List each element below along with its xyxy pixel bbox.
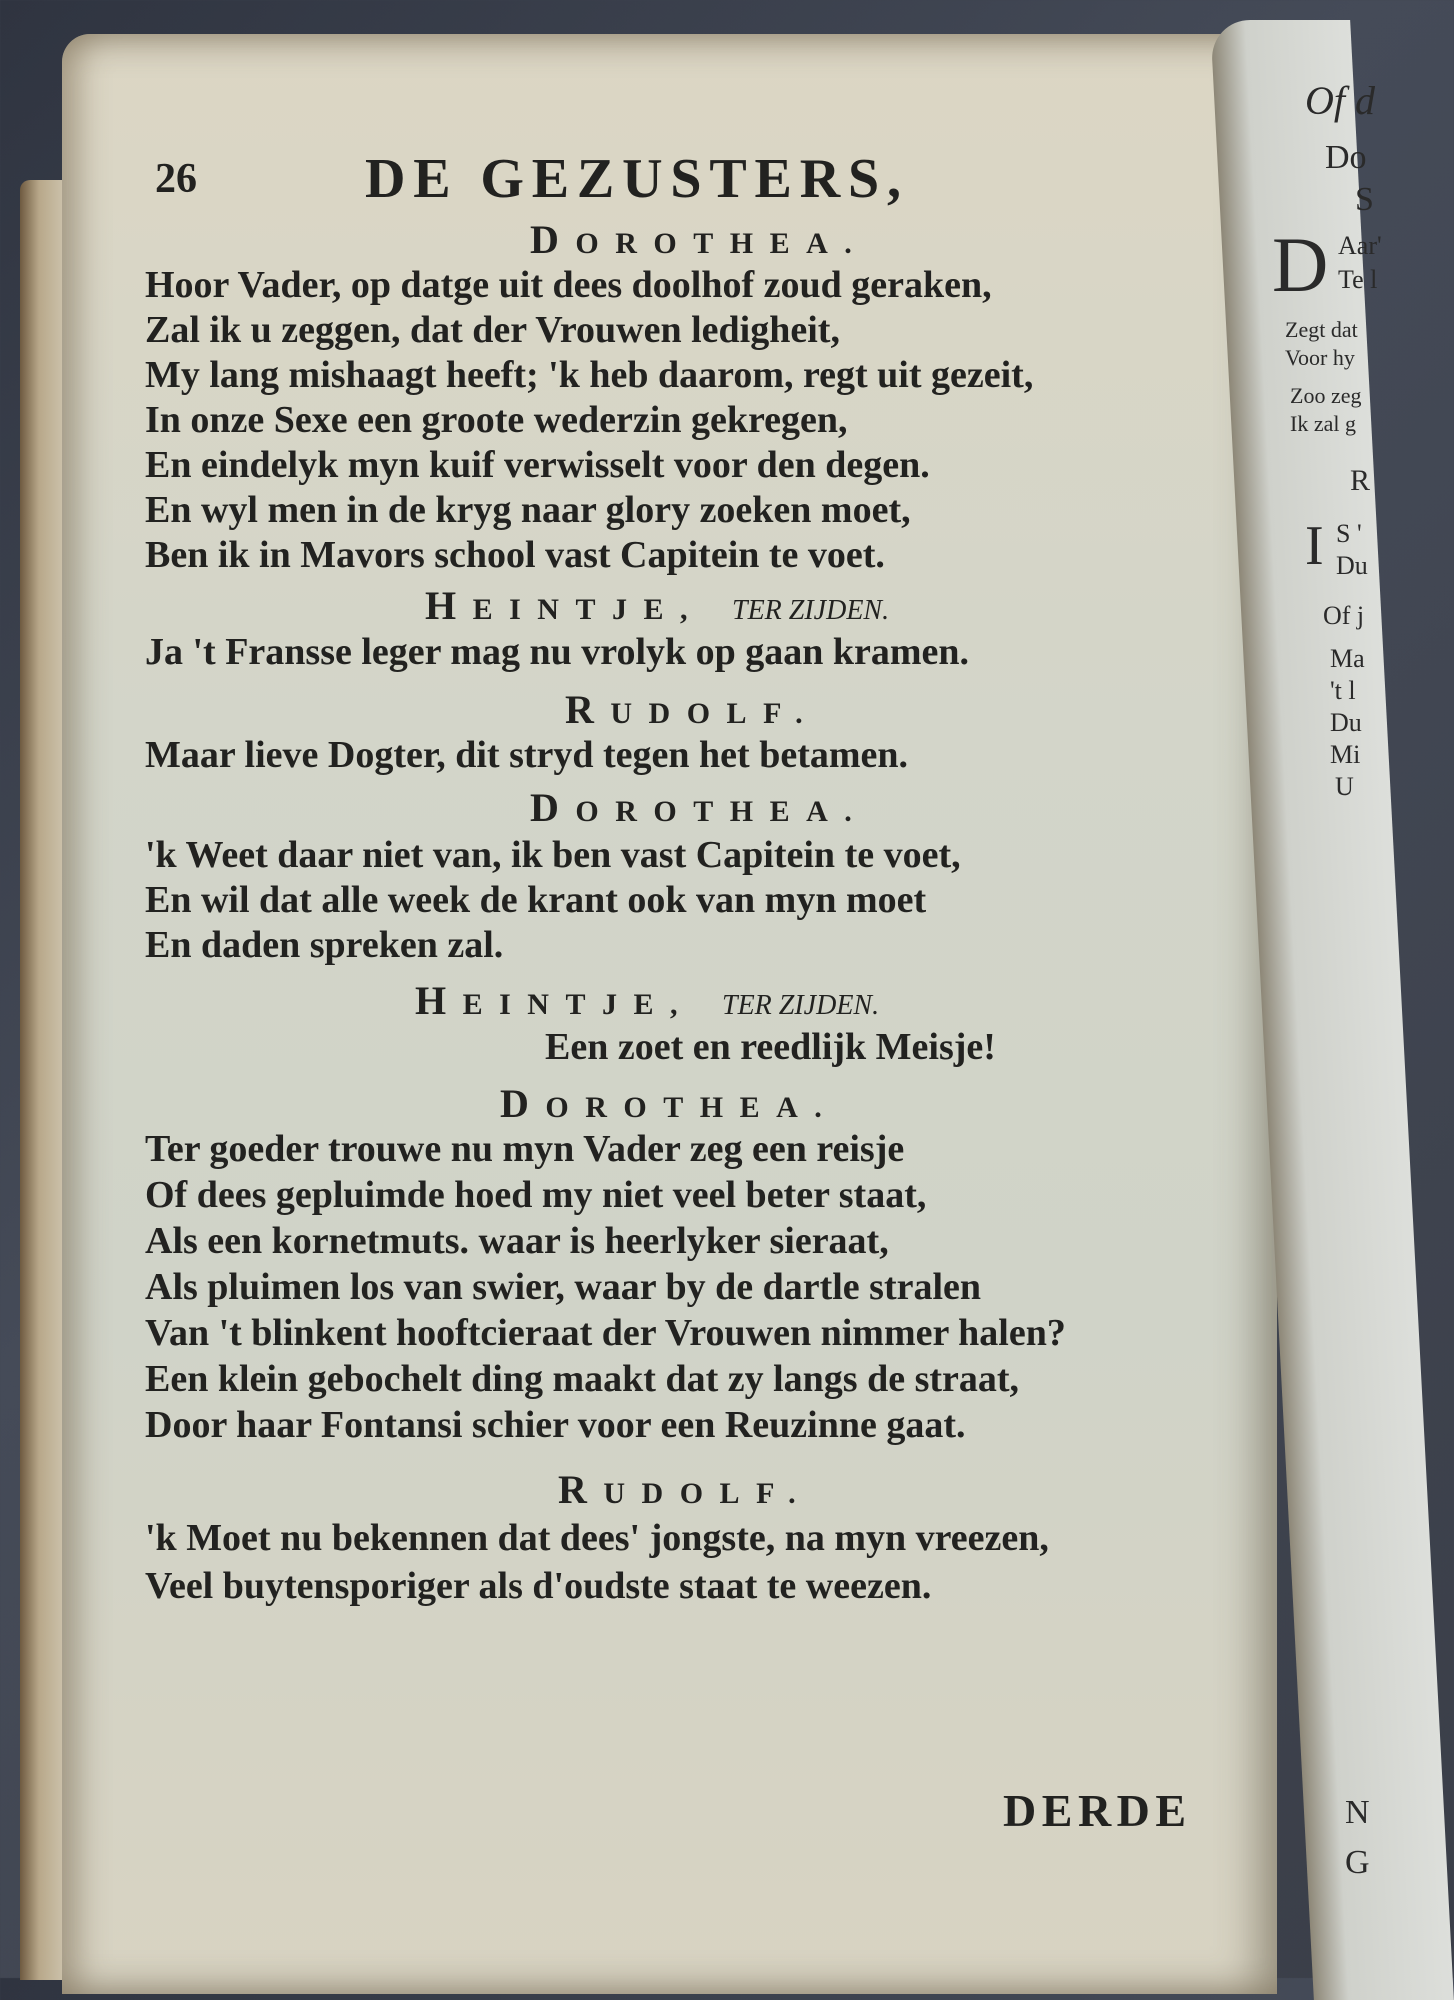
facing-fragment: Ma — [1330, 644, 1365, 673]
facing-fragment: Zoo zeg — [1290, 383, 1362, 408]
verse-line: 'k Weet daar niet van, ik ben vast Capitein te voet, — [145, 834, 961, 876]
verse-line: Veel buytensporiger als d'oudste staat te weezen. — [145, 1565, 932, 1607]
verse-line: En wyl men in de kryg naar glory zoeken moet, — [145, 489, 911, 531]
verse-line: Als een kornetmuts. waar is heerlyker sieraat, — [145, 1220, 889, 1262]
page-edge — [20, 180, 68, 1980]
verse-line: Hoor Vader, op datge uit dees doolhof zoud geraken, — [145, 264, 992, 306]
facing-fragment: Mi — [1330, 740, 1361, 769]
speaker-label: HEINTJE, — [415, 978, 694, 1023]
speaker-name — [415, 978, 880, 1026]
stage-direction: TER ZIJDEN. — [722, 990, 880, 1021]
verse-line: My lang mishaagt heeft; 'k heb daarom, regt uit gezeit, — [145, 354, 1034, 396]
verse-line: Een klein gebochelt ding maakt dat zy langs de straat, — [145, 1358, 1020, 1400]
facing-fragment: D — [1272, 221, 1329, 308]
facing-fragment: Of j — [1323, 601, 1365, 630]
verse-line: Ter goeder trouwe nu myn Vader zeg een reisje — [145, 1128, 905, 1170]
verse-line: En daden spreken zal. — [145, 924, 504, 966]
catchword: DERDE — [1003, 1785, 1192, 1836]
facing-fragment: R — [1350, 464, 1371, 497]
verse-line: Van 't blinkent hooftcieraat der Vrouwen nimmer halen? — [145, 1312, 1066, 1354]
speaker-name: RUDOLF. — [565, 687, 820, 732]
speaker-name: RUDOLF. — [558, 1467, 813, 1512]
speaker-label: HEINTJE, — [425, 583, 704, 628]
verse-line: Zal ik u zeggen, dat der Vrouwen ledigheit, — [145, 309, 840, 351]
facing-fragment: Du — [1336, 551, 1368, 580]
verse-line: Als pluimen los van swier, waar by de dartle stralen — [145, 1266, 982, 1308]
page-number: 26 — [155, 156, 197, 202]
facing-fragment: Zegt dat — [1285, 317, 1358, 342]
speaker-name: DOROTHEA. — [530, 217, 869, 262]
facing-fragment: Te l — [1338, 265, 1378, 294]
verse-line: Door haar Fontansi schier voor een Reuzinne gaat. — [145, 1404, 966, 1446]
verse-line: Maar lieve Dogter, dit stryd tegen het betamen. — [145, 734, 909, 776]
verse-line: Een zoet en reedlijk Meisje! — [545, 1026, 996, 1068]
verse-line: Of dees gepluimde hoed my niet veel beter staat, — [145, 1174, 927, 1216]
verse-line: In onze Sexe een groote wederzin gekregen, — [145, 399, 848, 441]
facing-fragment: 't l — [1330, 676, 1356, 705]
facing-fragment: U — [1335, 772, 1354, 801]
facing-fragment: Of d — [1305, 78, 1375, 123]
stage-direction: TER ZIJDEN. — [732, 595, 890, 626]
speaker-name: DOROTHEA. — [500, 1081, 839, 1126]
speaker-name: DOROTHEA. — [530, 785, 869, 830]
facing-fragment: I — [1305, 515, 1324, 577]
facing-fragment: G — [1345, 1844, 1370, 1881]
running-title: DE GEZUSTERS, — [365, 148, 909, 210]
facing-fragment: S ' — [1336, 519, 1362, 548]
facing-fragment: Du — [1330, 708, 1362, 737]
facing-fragment: Aar' — [1338, 231, 1382, 260]
facing-fragment: Ik zal g — [1290, 411, 1356, 436]
facing-fragment: N — [1345, 1794, 1370, 1831]
facing-fragment: Voor hy — [1285, 345, 1355, 370]
facing-fragment: S — [1355, 181, 1374, 218]
verse-line: Ben ik in Mavors school vast Capitein te voet. — [145, 534, 885, 576]
verse-line: En wil dat alle week de krant ook van myn moet — [145, 879, 927, 921]
verse-line: Ja 't Fransse leger mag nu vrolyk op gaan kramen. — [145, 631, 970, 673]
verse-line: En eindelyk myn kuif verwisselt voor den degen. — [145, 444, 930, 486]
facing-fragment: Do — [1325, 139, 1367, 176]
speaker-name — [425, 583, 890, 631]
verse-line: 'k Moet nu bekennen dat dees' jongste, na myn vreezen, — [145, 1517, 1049, 1559]
